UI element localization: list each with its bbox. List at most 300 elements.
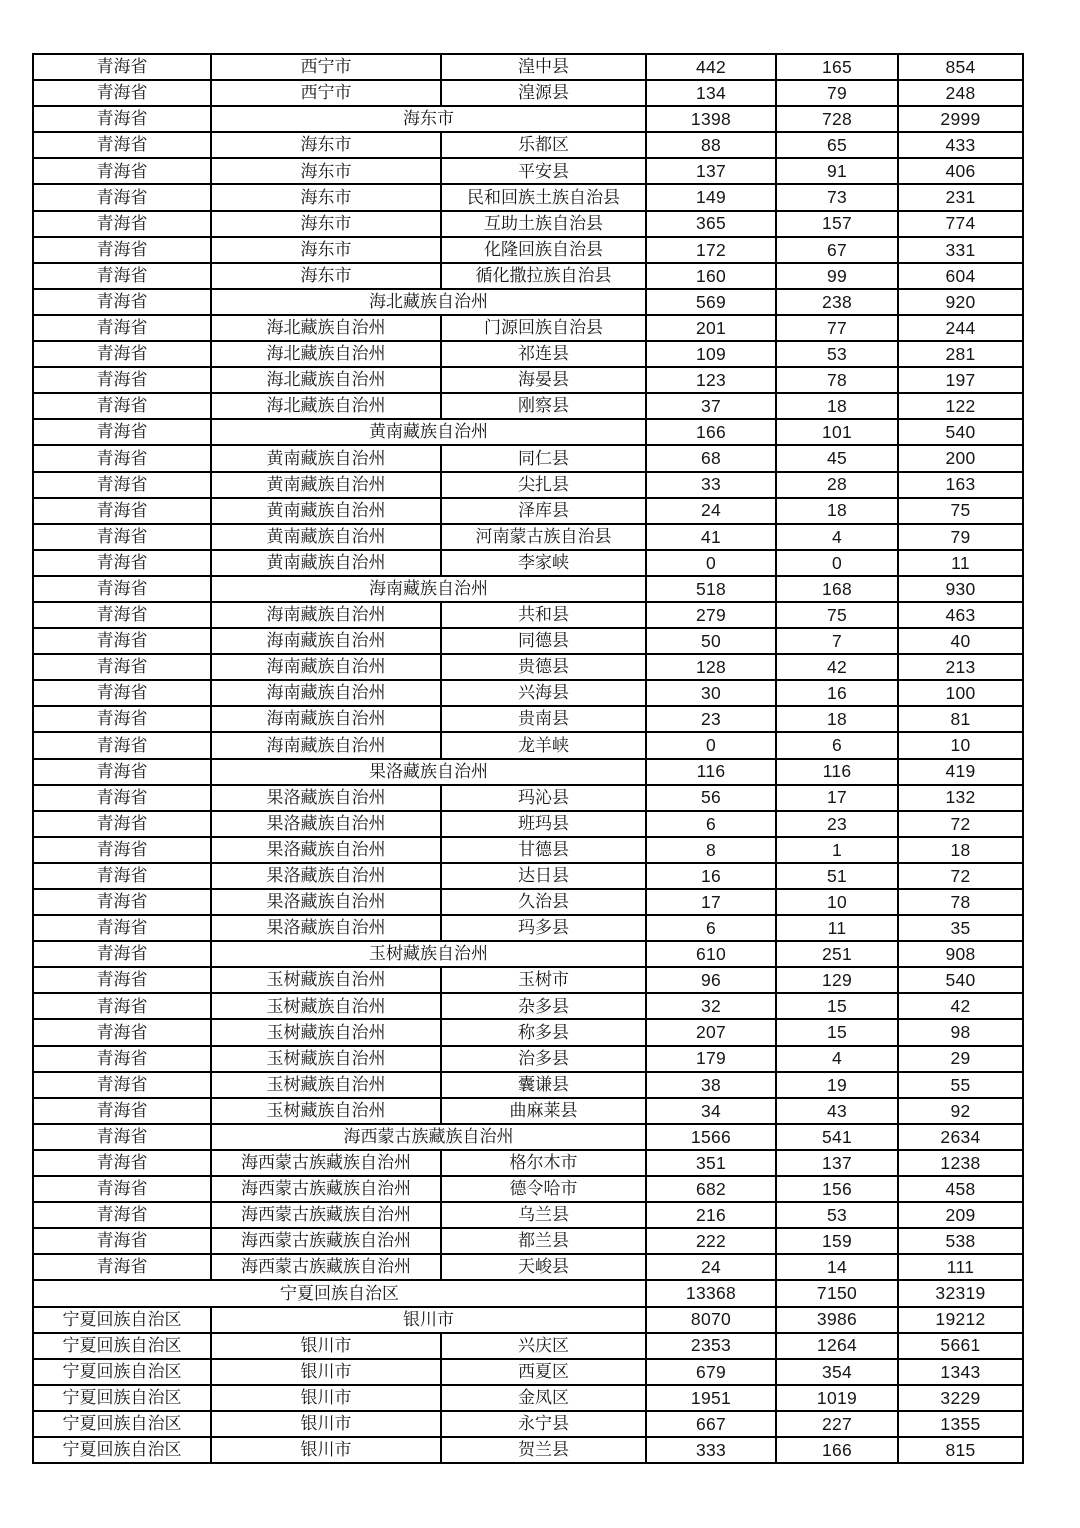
value2-cell: 65 (776, 132, 898, 158)
city-cell: 玉树藏族自治州 (211, 967, 441, 993)
table-row (33, 1437, 1023, 1463)
province-cell: 青海省 (33, 419, 211, 445)
value1-cell: 682 (646, 1176, 776, 1202)
province-cell: 青海省 (33, 289, 211, 315)
city-cell: 银川市 (211, 1437, 441, 1463)
value3-cell: 540 (898, 967, 1023, 993)
value2-cell: 137 (776, 1150, 898, 1176)
value1-cell: 333 (646, 1437, 776, 1463)
province-cell: 青海省 (33, 80, 211, 106)
county-cell: 李家峡 (441, 550, 646, 576)
table-row (33, 1098, 1023, 1124)
value1-cell: 17 (646, 889, 776, 915)
table-row (33, 837, 1023, 863)
value3-cell: 75 (898, 498, 1023, 524)
province-cell: 青海省 (33, 1072, 211, 1098)
province-cell: 青海省 (33, 628, 211, 654)
county-cell: 兴海县 (441, 680, 646, 706)
value2-cell: 7 (776, 628, 898, 654)
value2-cell: 728 (776, 106, 898, 132)
value2-cell: 4 (776, 524, 898, 550)
value3-cell: 540 (898, 419, 1023, 445)
value1-cell: 24 (646, 498, 776, 524)
value3-cell: 815 (898, 1437, 1023, 1463)
value3-cell: 11 (898, 550, 1023, 576)
value2-cell: 156 (776, 1176, 898, 1202)
table-row (33, 524, 1023, 550)
city-cell: 玉树藏族自治州 (211, 1072, 441, 1098)
value3-cell: 854 (898, 54, 1023, 80)
province-cell: 青海省 (33, 237, 211, 263)
county-cell: 刚察县 (441, 393, 646, 419)
city-cell: 果洛藏族自治州 (211, 785, 441, 811)
province-cell: 青海省 (33, 602, 211, 628)
table-row (33, 341, 1023, 367)
value2-cell: 91 (776, 158, 898, 184)
table-row (33, 863, 1023, 889)
county-cell: 同仁县 (441, 445, 646, 471)
province-cell: 青海省 (33, 1150, 211, 1176)
county-cell: 德令哈市 (441, 1176, 646, 1202)
province-cell: 青海省 (33, 263, 211, 289)
county-cell: 都兰县 (441, 1228, 646, 1254)
table-row (33, 132, 1023, 158)
table-row (33, 54, 1023, 80)
county-cell: 共和县 (441, 602, 646, 628)
table-row (33, 1385, 1023, 1411)
value2-cell: 51 (776, 863, 898, 889)
county-cell: 乌兰县 (441, 1202, 646, 1228)
value2-cell: 238 (776, 289, 898, 315)
city-cell: 海北藏族自治州 (211, 367, 441, 393)
value1-cell: 569 (646, 289, 776, 315)
table-row (33, 915, 1023, 941)
value3-cell: 231 (898, 184, 1023, 210)
county-cell: 贺兰县 (441, 1437, 646, 1463)
value3-cell: 2999 (898, 106, 1023, 132)
county-cell: 民和回族土族自治县 (441, 184, 646, 210)
value3-cell: 604 (898, 263, 1023, 289)
province-cell: 宁夏回族自治区 (33, 1385, 211, 1411)
city-group-cell: 海北藏族自治州 (211, 289, 646, 315)
table-row (33, 993, 1023, 1019)
value2-cell: 42 (776, 654, 898, 680)
table-row (33, 1124, 1023, 1150)
value3-cell: 197 (898, 367, 1023, 393)
province-cell: 青海省 (33, 1098, 211, 1124)
county-cell: 玛多县 (441, 915, 646, 941)
city-cell: 海东市 (211, 237, 441, 263)
statistics-table (32, 53, 1024, 1464)
value1-cell: 216 (646, 1202, 776, 1228)
county-cell: 金凤区 (441, 1385, 646, 1411)
value3-cell: 100 (898, 680, 1023, 706)
province-group-cell: 宁夏回族自治区 (33, 1280, 646, 1306)
value1-cell: 1951 (646, 1385, 776, 1411)
table-row (33, 602, 1023, 628)
county-cell: 祁连县 (441, 341, 646, 367)
value1-cell: 30 (646, 680, 776, 706)
value2-cell: 157 (776, 211, 898, 237)
table-row (33, 445, 1023, 471)
value1-cell: 1566 (646, 1124, 776, 1150)
value2-cell: 101 (776, 419, 898, 445)
province-cell: 青海省 (33, 445, 211, 471)
province-cell: 青海省 (33, 759, 211, 785)
value1-cell: 50 (646, 628, 776, 654)
table-row (33, 158, 1023, 184)
value1-cell: 518 (646, 576, 776, 602)
city-cell: 果洛藏族自治州 (211, 889, 441, 915)
value3-cell: 3229 (898, 1385, 1023, 1411)
table-row (33, 1359, 1023, 1385)
value1-cell: 8070 (646, 1307, 776, 1333)
table-row (33, 1228, 1023, 1254)
table-row (33, 811, 1023, 837)
value3-cell: 35 (898, 915, 1023, 941)
value1-cell: 149 (646, 184, 776, 210)
province-cell: 青海省 (33, 967, 211, 993)
province-cell: 青海省 (33, 1176, 211, 1202)
city-cell: 西宁市 (211, 80, 441, 106)
county-cell: 甘德县 (441, 837, 646, 863)
province-cell: 青海省 (33, 654, 211, 680)
value3-cell: 42 (898, 993, 1023, 1019)
value3-cell: 32319 (898, 1280, 1023, 1306)
value3-cell: 18 (898, 837, 1023, 863)
county-cell: 河南蒙古族自治县 (441, 524, 646, 550)
value1-cell: 365 (646, 211, 776, 237)
value1-cell: 134 (646, 80, 776, 106)
table-row (33, 706, 1023, 732)
county-cell: 格尔木市 (441, 1150, 646, 1176)
table-row (33, 550, 1023, 576)
value3-cell: 163 (898, 472, 1023, 498)
province-cell: 青海省 (33, 1202, 211, 1228)
value3-cell: 5661 (898, 1333, 1023, 1359)
table-row (33, 680, 1023, 706)
county-cell: 永宁县 (441, 1411, 646, 1437)
table-row (33, 1072, 1023, 1098)
value1-cell: 88 (646, 132, 776, 158)
province-cell: 青海省 (33, 915, 211, 941)
value3-cell: 248 (898, 80, 1023, 106)
county-cell: 班玛县 (441, 811, 646, 837)
value1-cell: 351 (646, 1150, 776, 1176)
value3-cell: 920 (898, 289, 1023, 315)
county-cell: 湟源县 (441, 80, 646, 106)
value3-cell: 81 (898, 706, 1023, 732)
value2-cell: 16 (776, 680, 898, 706)
table-row (33, 1280, 1023, 1306)
value1-cell: 0 (646, 732, 776, 758)
value1-cell: 38 (646, 1072, 776, 1098)
city-group-cell: 玉树藏族自治州 (211, 941, 646, 967)
city-cell: 玉树藏族自治州 (211, 1019, 441, 1045)
province-cell: 宁夏回族自治区 (33, 1333, 211, 1359)
county-cell: 贵德县 (441, 654, 646, 680)
city-cell: 黄南藏族自治州 (211, 445, 441, 471)
table-row (33, 576, 1023, 602)
table-row (33, 1176, 1023, 1202)
value1-cell: 201 (646, 315, 776, 341)
city-group-cell: 黄南藏族自治州 (211, 419, 646, 445)
value3-cell: 79 (898, 524, 1023, 550)
value1-cell: 1398 (646, 106, 776, 132)
city-cell: 海北藏族自治州 (211, 315, 441, 341)
value2-cell: 28 (776, 472, 898, 498)
value2-cell: 1264 (776, 1333, 898, 1359)
county-cell: 化隆回族自治县 (441, 237, 646, 263)
table-row (33, 889, 1023, 915)
city-cell: 海南藏族自治州 (211, 602, 441, 628)
city-group-cell: 海南藏族自治州 (211, 576, 646, 602)
province-cell: 青海省 (33, 837, 211, 863)
value2-cell: 251 (776, 941, 898, 967)
value1-cell: 279 (646, 602, 776, 628)
value3-cell: 281 (898, 341, 1023, 367)
value3-cell: 132 (898, 785, 1023, 811)
city-cell: 海西蒙古族藏族自治州 (211, 1202, 441, 1228)
city-cell: 银川市 (211, 1385, 441, 1411)
county-cell: 海晏县 (441, 367, 646, 393)
value2-cell: 165 (776, 54, 898, 80)
value2-cell: 18 (776, 706, 898, 732)
table-row (33, 367, 1023, 393)
value1-cell: 33 (646, 472, 776, 498)
table-row (33, 237, 1023, 263)
value3-cell: 463 (898, 602, 1023, 628)
city-cell: 银川市 (211, 1333, 441, 1359)
value3-cell: 1238 (898, 1150, 1023, 1176)
value2-cell: 7150 (776, 1280, 898, 1306)
value1-cell: 32 (646, 993, 776, 1019)
city-cell: 玉树藏族自治州 (211, 1046, 441, 1072)
county-cell: 贵南县 (441, 706, 646, 732)
value2-cell: 129 (776, 967, 898, 993)
value2-cell: 18 (776, 498, 898, 524)
city-cell: 黄南藏族自治州 (211, 472, 441, 498)
city-cell: 海西蒙古族藏族自治州 (211, 1176, 441, 1202)
value3-cell: 10 (898, 732, 1023, 758)
value2-cell: 45 (776, 445, 898, 471)
city-cell: 海南藏族自治州 (211, 732, 441, 758)
city-cell: 海西蒙古族藏族自治州 (211, 1228, 441, 1254)
city-cell: 海东市 (211, 132, 441, 158)
value2-cell: 53 (776, 341, 898, 367)
value3-cell: 406 (898, 158, 1023, 184)
value1-cell: 109 (646, 341, 776, 367)
value1-cell: 128 (646, 654, 776, 680)
value1-cell: 610 (646, 941, 776, 967)
value3-cell: 98 (898, 1019, 1023, 1045)
table-row (33, 628, 1023, 654)
value2-cell: 79 (776, 80, 898, 106)
county-cell: 湟中县 (441, 54, 646, 80)
value2-cell: 75 (776, 602, 898, 628)
value2-cell: 14 (776, 1254, 898, 1280)
value1-cell: 442 (646, 54, 776, 80)
table-row (33, 211, 1023, 237)
province-cell: 宁夏回族自治区 (33, 1437, 211, 1463)
table-row (33, 1333, 1023, 1359)
value2-cell: 23 (776, 811, 898, 837)
value1-cell: 6 (646, 915, 776, 941)
table-row (33, 315, 1023, 341)
county-cell: 达日县 (441, 863, 646, 889)
value3-cell: 538 (898, 1228, 1023, 1254)
province-cell: 宁夏回族自治区 (33, 1307, 211, 1333)
province-cell: 青海省 (33, 785, 211, 811)
value3-cell: 458 (898, 1176, 1023, 1202)
value1-cell: 679 (646, 1359, 776, 1385)
province-cell: 青海省 (33, 54, 211, 80)
city-cell: 黄南藏族自治州 (211, 550, 441, 576)
value1-cell: 116 (646, 759, 776, 785)
province-cell: 青海省 (33, 1019, 211, 1045)
value2-cell: 227 (776, 1411, 898, 1437)
table-row (33, 498, 1023, 524)
value3-cell: 78 (898, 889, 1023, 915)
value3-cell: 213 (898, 654, 1023, 680)
province-cell: 青海省 (33, 132, 211, 158)
county-cell: 称多县 (441, 1019, 646, 1045)
value3-cell: 92 (898, 1098, 1023, 1124)
value2-cell: 1019 (776, 1385, 898, 1411)
value1-cell: 16 (646, 863, 776, 889)
table-row (33, 1202, 1023, 1228)
province-cell: 青海省 (33, 706, 211, 732)
value2-cell: 43 (776, 1098, 898, 1124)
city-cell: 玉树藏族自治州 (211, 1098, 441, 1124)
value1-cell: 34 (646, 1098, 776, 1124)
province-cell: 青海省 (33, 889, 211, 915)
value2-cell: 541 (776, 1124, 898, 1150)
county-cell: 玛沁县 (441, 785, 646, 811)
value2-cell: 10 (776, 889, 898, 915)
city-cell: 玉树藏族自治州 (211, 993, 441, 1019)
value1-cell: 8 (646, 837, 776, 863)
province-cell: 青海省 (33, 941, 211, 967)
value2-cell: 3986 (776, 1307, 898, 1333)
value2-cell: 11 (776, 915, 898, 941)
city-cell: 海南藏族自治州 (211, 706, 441, 732)
province-cell: 青海省 (33, 472, 211, 498)
table-row (33, 1411, 1023, 1437)
province-cell: 青海省 (33, 863, 211, 889)
city-cell: 海南藏族自治州 (211, 654, 441, 680)
value1-cell: 23 (646, 706, 776, 732)
city-cell: 果洛藏族自治州 (211, 837, 441, 863)
county-cell: 西夏区 (441, 1359, 646, 1385)
stats-table-body (33, 54, 1023, 1463)
table-row (33, 1150, 1023, 1176)
value3-cell: 72 (898, 811, 1023, 837)
province-cell: 青海省 (33, 158, 211, 184)
value3-cell: 72 (898, 863, 1023, 889)
city-cell: 西宁市 (211, 54, 441, 80)
table-row (33, 289, 1023, 315)
county-cell: 玉树市 (441, 967, 646, 993)
value2-cell: 354 (776, 1359, 898, 1385)
value3-cell: 19212 (898, 1307, 1023, 1333)
value3-cell: 930 (898, 576, 1023, 602)
table-row (33, 472, 1023, 498)
city-cell: 果洛藏族自治州 (211, 863, 441, 889)
table-row (33, 393, 1023, 419)
value2-cell: 15 (776, 993, 898, 1019)
province-cell: 青海省 (33, 993, 211, 1019)
value2-cell: 99 (776, 263, 898, 289)
value3-cell: 1355 (898, 1411, 1023, 1437)
value1-cell: 2353 (646, 1333, 776, 1359)
table-row (33, 263, 1023, 289)
city-cell: 海北藏族自治州 (211, 341, 441, 367)
city-cell: 海北藏族自治州 (211, 393, 441, 419)
city-cell: 海南藏族自治州 (211, 680, 441, 706)
city-cell: 黄南藏族自治州 (211, 498, 441, 524)
county-cell: 循化撒拉族自治县 (441, 263, 646, 289)
table-row (33, 941, 1023, 967)
county-cell: 杂多县 (441, 993, 646, 1019)
value3-cell: 29 (898, 1046, 1023, 1072)
value3-cell: 55 (898, 1072, 1023, 1098)
value2-cell: 6 (776, 732, 898, 758)
value1-cell: 222 (646, 1228, 776, 1254)
table-row (33, 732, 1023, 758)
province-cell: 青海省 (33, 184, 211, 210)
value3-cell: 908 (898, 941, 1023, 967)
city-cell: 海南藏族自治州 (211, 628, 441, 654)
value1-cell: 41 (646, 524, 776, 550)
county-cell: 泽库县 (441, 498, 646, 524)
city-cell: 海东市 (211, 211, 441, 237)
value1-cell: 96 (646, 967, 776, 993)
value1-cell: 123 (646, 367, 776, 393)
value3-cell: 419 (898, 759, 1023, 785)
value2-cell: 116 (776, 759, 898, 785)
value2-cell: 15 (776, 1019, 898, 1045)
city-group-cell: 海西蒙古族藏族自治州 (211, 1124, 646, 1150)
province-cell: 青海省 (33, 106, 211, 132)
city-cell: 果洛藏族自治州 (211, 811, 441, 837)
value2-cell: 73 (776, 184, 898, 210)
city-group-cell: 海东市 (211, 106, 646, 132)
city-cell: 海东市 (211, 184, 441, 210)
value2-cell: 0 (776, 550, 898, 576)
province-cell: 青海省 (33, 341, 211, 367)
province-cell: 青海省 (33, 811, 211, 837)
value2-cell: 159 (776, 1228, 898, 1254)
province-cell: 青海省 (33, 1254, 211, 1280)
county-cell: 门源回族自治县 (441, 315, 646, 341)
province-cell: 青海省 (33, 315, 211, 341)
city-cell: 海西蒙古族藏族自治州 (211, 1254, 441, 1280)
value2-cell: 4 (776, 1046, 898, 1072)
value1-cell: 172 (646, 237, 776, 263)
value3-cell: 40 (898, 628, 1023, 654)
table-row (33, 1254, 1023, 1280)
city-cell: 海东市 (211, 158, 441, 184)
province-cell: 宁夏回族自治区 (33, 1359, 211, 1385)
value1-cell: 0 (646, 550, 776, 576)
table-row (33, 759, 1023, 785)
county-cell: 尖扎县 (441, 472, 646, 498)
value3-cell: 200 (898, 445, 1023, 471)
city-group-cell: 果洛藏族自治州 (211, 759, 646, 785)
value2-cell: 17 (776, 785, 898, 811)
value1-cell: 56 (646, 785, 776, 811)
